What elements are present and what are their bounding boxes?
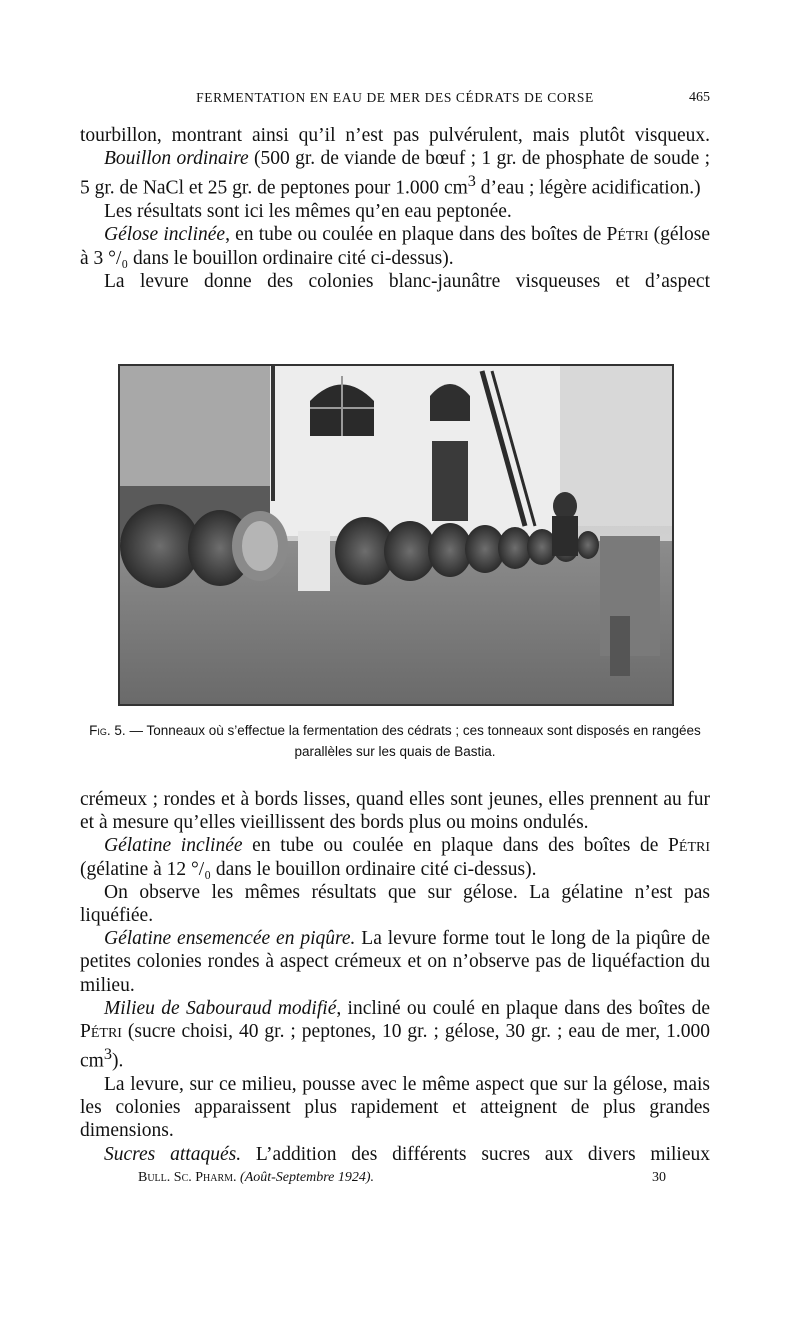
journal-name: Bull. Sc. Pharm. <box>138 1170 237 1185</box>
section-heading: Milieu de Sabouraud modifié <box>104 997 337 1019</box>
section-heading: Gélatine ensemencée en piqûre. <box>104 928 356 950</box>
running-head <box>80 88 710 110</box>
paragraph-text: L’addition des différents sucres aux divers milieux <box>241 1143 711 1165</box>
section-heading: Bouillon ordinaire <box>104 148 249 170</box>
page-footer <box>80 1170 710 1192</box>
section-heading: Sucres attaqués. <box>104 1143 242 1165</box>
paragraph <box>80 881 710 927</box>
paragraph-text: (gélatine à 12 °/₀ dans le bouillon ordinaire cité ci-dessus). <box>80 858 537 880</box>
paragraph <box>80 834 710 880</box>
figure-caption <box>80 720 710 762</box>
paragraph <box>80 270 710 293</box>
barrels-photo-illustration <box>120 366 672 704</box>
figure-photograph <box>118 364 674 706</box>
top-text-block <box>80 124 710 293</box>
journal-citation <box>138 1170 374 1186</box>
paragraph <box>80 147 710 200</box>
paragraph <box>80 223 710 269</box>
paragraph-text: (sucre choisi, 40 gr. ; peptones, 10 gr. ; gélose, 30 gr. ; eau de mer, 1.000 cm <box>80 1021 710 1072</box>
paragraph-text: (500 gr. de viande de bœuf ; 1 gr. de phosphate de soude ; 5 gr. de NaCl et 25 gr. de peptones pour 1.000 cm <box>80 148 710 199</box>
paragraph-text: , incliné ou coulé en plaque dans des boîtes de <box>336 997 710 1019</box>
paragraph <box>80 1143 710 1166</box>
paragraph-text: (gélose à 3 °/₀ dans le bouillon ordinaire cité ci-dessus). <box>80 224 710 269</box>
paragraph-text: en tube ou coulée en plaque dans des boîtes de <box>242 835 669 857</box>
bottom-text-block <box>80 788 710 1166</box>
section-heading: Gélose inclinée <box>104 224 226 246</box>
paragraph <box>80 997 710 1073</box>
journal-date: (Août-Septembre 1924). <box>236 1170 375 1185</box>
paragraph-text: tourbillon, montrant ainsi qu’il n’est pas pulvérulent, mais plutôt visqueux. <box>80 125 710 146</box>
paragraph-text: La levure donne des colonies blanc-jaunâtre visqueuses et d’aspect <box>104 270 710 292</box>
superscript: 3 <box>103 1045 112 1064</box>
paragraph <box>80 124 710 147</box>
paragraph <box>80 788 710 834</box>
author-name: Pétri <box>668 835 710 857</box>
paragraph <box>80 927 710 997</box>
paragraph-text: La levure forme tout le long de la piqûre de petites colonies rondes à aspect crémeux et on n’observe pas de liquéfaction du milieu. <box>80 928 710 996</box>
section-heading: Gélatine inclinée <box>104 835 243 857</box>
paragraph <box>80 1073 710 1143</box>
paragraph-text: On observe les mêmes résultats que sur gélose. La gélatine n’est pas liquéfiée. <box>80 881 710 927</box>
paragraph-text: crémeux ; rondes et à bords lisses, quand elles sont jeunes, elles prennent au fur et à mesure qu’elles vieillissent des bords plus ou moins ondulés. <box>80 789 710 834</box>
paragraph <box>80 200 710 223</box>
author-name: Pétri <box>606 224 649 246</box>
paragraph-text: , en tube ou coulée en plaque dans des boîtes de <box>225 224 607 246</box>
figure-label: Fig. 5. <box>89 723 126 738</box>
paragraph-text: La levure, sur ce milieu, pousse avec le même aspect que sur la gélose, mais les colonies apparaissent plus rapidement et atteignent de plus grandes dimensions. <box>80 1073 710 1142</box>
page-number: 465 <box>689 90 710 105</box>
paragraph-text: d’eau ; légère acidification.) <box>475 177 701 199</box>
caption-text: — Tonneaux où s’effectue la fermentation des cédrats ; ces tonneaux sont disposés en rangées parallèles sur les quais de Bastia. <box>125 723 701 759</box>
running-title: FERMENTATION EN EAU DE MER DES CÉDRATS DE CORSE <box>196 90 594 105</box>
paragraph-text: Les résultats sont ici les mêmes qu’en eau peptonée. <box>104 201 512 223</box>
paragraph-text: ). <box>111 1050 124 1072</box>
sheet-number: 30 <box>652 1170 666 1185</box>
author-name: Pétri <box>80 1021 122 1043</box>
superscript: 3 <box>467 172 476 191</box>
